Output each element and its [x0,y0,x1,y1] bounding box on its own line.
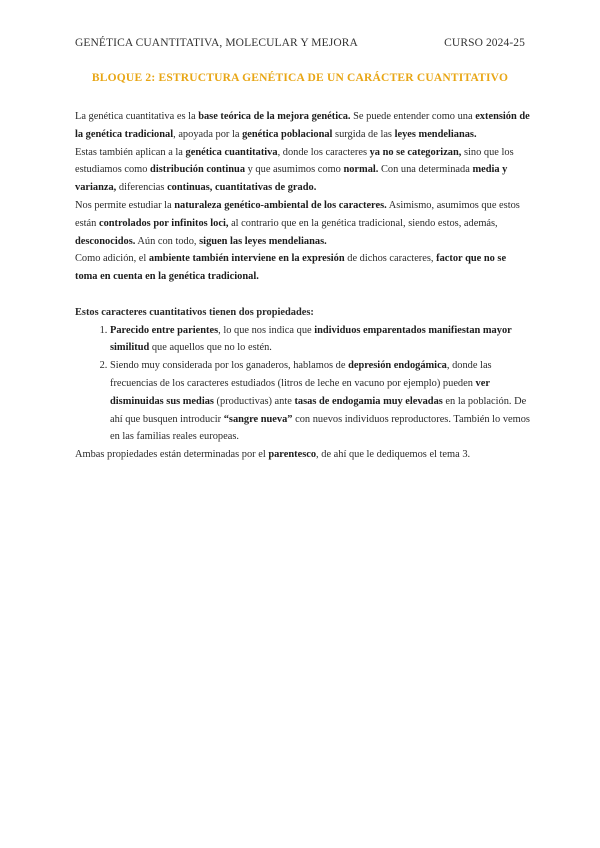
bold-text: ya no se categorizan, [369,146,462,158]
property-item-inbreeding [110,357,530,446]
paragraph-environment [75,250,530,286]
page-header [75,37,525,49]
bold-text: media y varianza, [75,164,508,194]
bold-text: “sangre nueva” [223,413,293,425]
bold-text: extensión de la genética tradicional [75,111,530,140]
paragraph-quantitative [75,144,530,197]
text-run: Se puede entender como una [350,111,476,122]
text-run: La genética cuantitativa es la [75,111,199,122]
text-run: surgida de las [332,128,395,140]
bold-text: base teórica de la mejora genética. [198,111,351,122]
text-run: , donde los caracteres [277,146,370,158]
text-run: y que asumimos como [245,164,344,176]
text-run: Nos permite estudiar la [75,199,175,211]
text-run: diferencias [116,182,168,194]
paragraph-intro [75,108,530,144]
text-run: Siendo muy considerada por los ganaderos, hablamos de [110,360,349,372]
text-run: Aún con todo, [135,235,200,247]
bold-text: ver disminuidas sus medias [110,377,490,407]
text-run: , apoyada por la [173,128,243,140]
text-run: Como adición, el [75,253,149,265]
bold-text: Parecido entre parientes [110,324,219,336]
header-course-name: GENÉTICA CUANTITATIVA, MOLECULAR Y MEJORA [75,37,358,49]
bold-text: factor que no se toma en cuenta en la genética tradicional. [75,253,507,283]
bold-text: siguen las leyes mendelianas. [199,235,327,247]
section-title: BLOQUE 2: ESTRUCTURA GENÉTICA DE UN CARÁCTER CUANTITATIVO [91,72,509,84]
text-run: (productivas) ante [213,395,295,407]
bold-text: controlados por infinitos loci, [98,217,229,229]
text-run: , de ahí que le dediquemos el tema 3. [316,449,471,461]
text-run: sino que los estudiamos como [75,146,514,176]
bold-text: genética cuantitativa [185,146,278,158]
header-course-year: CURSO 2024-25 [444,37,525,49]
paragraph-nature [75,197,530,250]
bold-text: continuas, cuantitativas de grado. [167,182,317,194]
bold-text: ambiente también interviene en la expresión [148,253,345,265]
bold-text: parentesco [268,449,317,461]
properties-list [75,322,530,447]
text-run: Asimismo, asumimos que estos están [75,199,520,229]
bold-text: depresión endogámica [348,360,447,372]
bold-text: normal. [343,164,379,176]
bold-text: desconocidos. [75,235,136,247]
bold-text: distribución continua [150,164,246,176]
text-run: al contrario que en la genética tradicional, siendo estos, además, [228,217,498,229]
text-run: Con una determinada [378,164,473,176]
bold-text: tasas de endogamia muy elevadas [294,395,443,407]
text-run: que aquellos que no lo estén. [149,342,272,354]
text-run: de dichos caracteres, [344,253,437,265]
text-run: Estas también aplican a la [75,146,186,158]
paragraph-closing [75,446,530,464]
properties-heading: Estos caracteres cuantitativos tienen dos propiedades: [75,306,314,318]
text-run: con nuevos individuos reproductores. También lo vemos en las familias reales europeas. [110,413,530,443]
bold-text: naturaleza genético-ambiental de los caracteres. [174,199,387,211]
document-body [75,108,530,464]
property-item-kinship [110,322,530,358]
bold-text: leyes mendelianas. [394,128,477,140]
text-run: en la población. De ahí que busquen introducir [110,395,527,425]
text-run: , lo que nos indica que [218,324,315,336]
text-run: Ambas propiedades están determinadas por el [75,449,269,461]
bold-text: individuos emparentados manifiestan mayor similitud [110,324,512,354]
spacer [75,286,530,304]
text-run: , donde las frecuencias de los caracteres estudiados (litros de leche en vacuno por ejemplo) pueden [110,360,492,389]
bold-text: genética poblacional [242,128,333,140]
